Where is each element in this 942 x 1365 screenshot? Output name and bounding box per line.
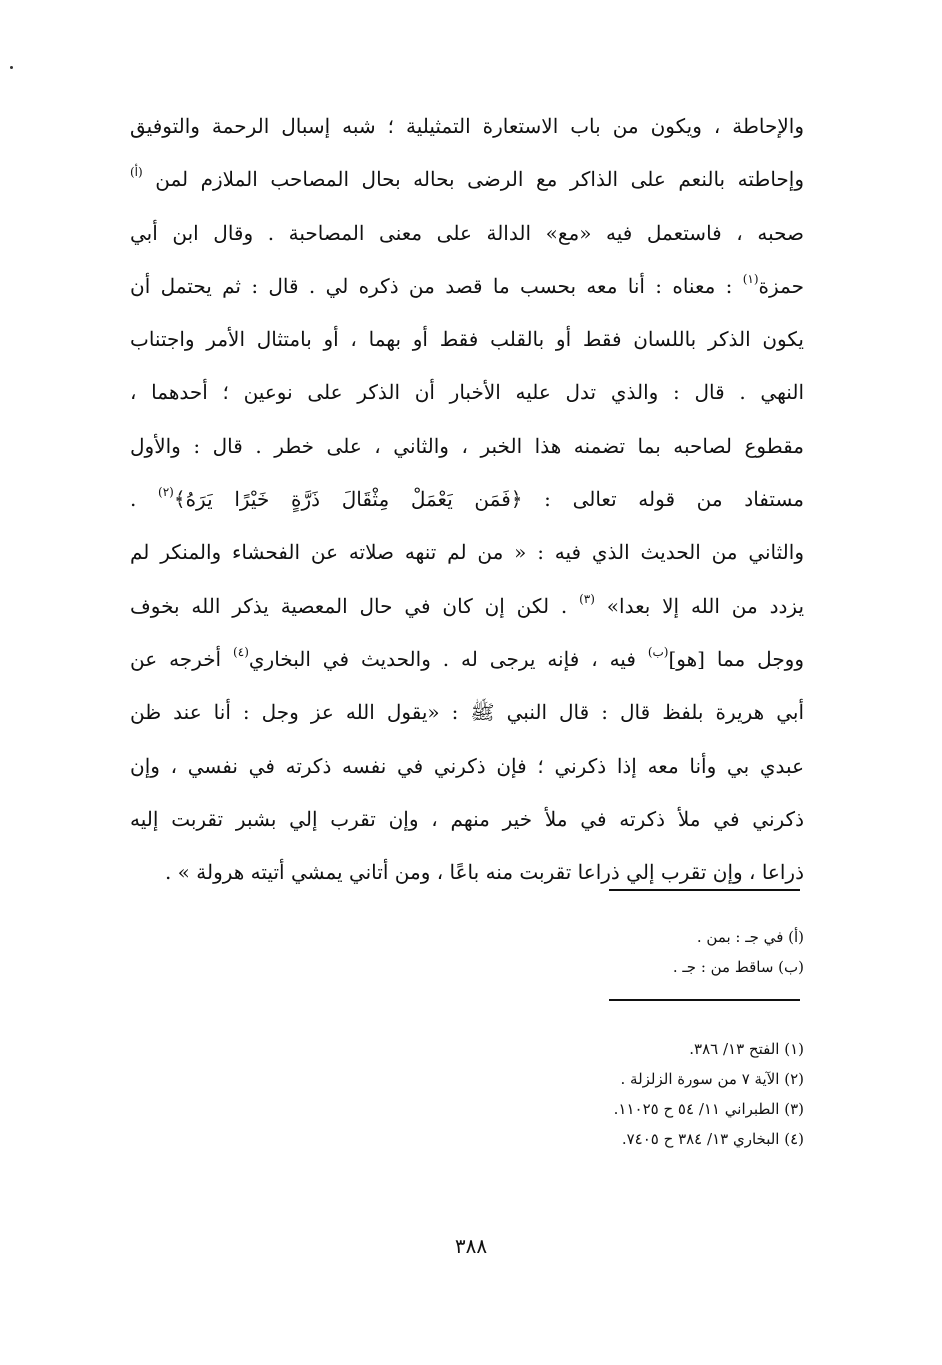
footnote: (١) الفتح ١٣/ ٣٨٦. (689, 1040, 804, 1058)
text-line: ذراعا ، وإن تقرب إلي ذراعا تقربت منه باعًا ، ومن أتاني يمشي أتيته هرولة » . (164, 860, 804, 885)
footnote: (٤) البخاري ١٣/ ٣٨٤ ح ٧٤٠٥. (621, 1130, 804, 1148)
footnote-marker: (٢) (158, 485, 174, 500)
text-line: وإحاطته بالنعم على الذاكر مع الرضى بحاله بحال المصاحب الملازم لمن $^{(أ)}$ (130, 165, 804, 192)
text-line: مستفاد من قوله تعالى : ﴿فَمَن يَعْمَلْ مِثْقَالَ ذَرَّةٍ خَيْرًا يَرَهُ﴾$^{(٢)}$ . (130, 485, 804, 512)
text-line: ووجل مما [هو]$^{(ب)}$ فيه ، فإنه يرجى له . والحديث في البخاري$^{(٤)}$ أخرجه عن (130, 644, 804, 671)
text-line: مقطوع لصاحبه بما تضمنه هذا الخبر ، والثاني ، على خطر . قال : والأول (130, 433, 804, 458)
text-line: عبدي بي وأنا معه إذا ذكرني ؛ فإن ذكرني في نفسه ذكرته في نفسي ، وإن (130, 753, 804, 778)
text-line: حمزة$^{(١)}$ : معناه : أنا معه بحسب ما قصد من ذكره لي . قال : ثم يحتمل أن (130, 271, 804, 298)
footnote-divider (609, 999, 800, 1001)
text-line: والإحاطة ، ويكون من باب الاستعارة التمثيلية ؛ شبه إسبال الرحمة والتوفيق (130, 114, 804, 138)
page-number: ٣٨٨ (454, 1234, 488, 1258)
text-line: والثاني من الحديث الذي فيه : « من لم تنهه صلاته عن الفحشاء والمنكر لم (130, 540, 804, 565)
text-line: أبي هريرة بلفظ قال : قال النبي ﷺ : «يقول الله عز وجل : أنا عند ظن (130, 700, 804, 725)
main-text (130, 100, 804, 899)
footnote: (٣) الطبراني ١١/ ٥٤ ح ١١٠٢٥. (613, 1100, 804, 1118)
variant-note-marker: (ب) (647, 644, 669, 659)
text-line: النهي . قال : والذي تدل عليه الأخبار أن الذكر على نوعين ؛ أحدهما ، (130, 380, 804, 405)
variant-note-marker: (أ) (130, 165, 143, 180)
scan-speck (10, 66, 13, 69)
footnote-marker: (١) (742, 271, 759, 286)
footnote-marker: (٤) (233, 644, 249, 659)
footnote: (٢) الآية ٧ من سورة الزلزلة . (620, 1070, 804, 1088)
text-line: يزدد من الله إلا بعدا» $^{(٣)}$ . لكن إن كان في حال المعصية يذكر الله بخوف (130, 591, 804, 618)
text-line: ذكرني في ملأ ذكرته في ملأ خير منهم ، وإن تقرب إلي بشبر تقربت إليه (130, 806, 804, 831)
variant-note: (أ) في جـ : بمن . (696, 928, 804, 946)
variant-note: (ب) ساقط من : جـ . (672, 958, 804, 976)
variant-notes (400, 922, 804, 982)
text-line: يكون الذكر باللسان فقط أو بالقلب فقط أو بهما ، أو بامتثال الأمر واجتناب (130, 327, 804, 352)
text-line: صحبه ، فاستعمل فيه «مع» الدالة على معنى المصاحبة . وقال ابن أبي (130, 220, 804, 245)
quran-verse: مستفاد من قوله تعالى : ﴿فَمَن يَعْمَلْ مِثْقَالَ ذَرَّةٍ خَيْرًا يَرَهُ﴾ (173, 487, 804, 512)
footnote-marker: (٣) (579, 591, 595, 606)
footnote-divider (609, 889, 800, 891)
footnotes (400, 1034, 804, 1154)
